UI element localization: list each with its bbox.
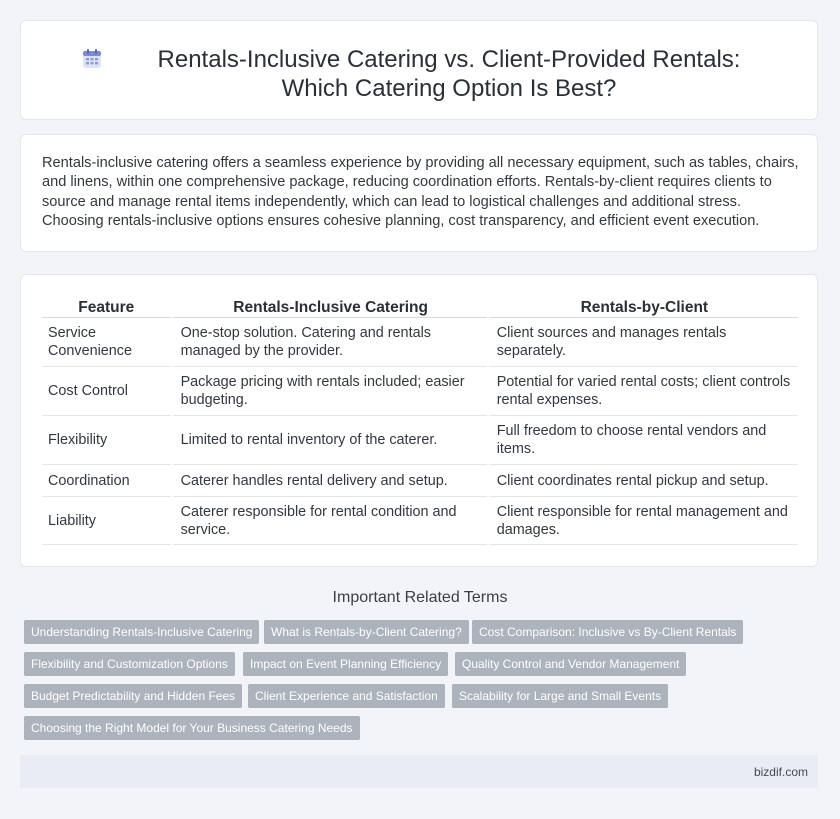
- comparison-table: [42, 298, 798, 545]
- table-row: [42, 367, 798, 416]
- related-term-tag[interactable]: Cost Comparison: Inclusive vs By-Client Rentals: [472, 620, 743, 644]
- footer-site-link[interactable]: bizdif.com: [753, 765, 808, 779]
- title-card: [20, 20, 818, 120]
- related-term-tag[interactable]: Flexibility and Customization Options: [24, 652, 235, 676]
- table-row: [42, 465, 798, 497]
- table-header-row: [42, 298, 798, 318]
- intro-card: [20, 134, 818, 252]
- related-term-tag[interactable]: Impact on Event Planning Efficiency: [243, 652, 448, 676]
- inclusive-cell: Package pricing with rentals included; easier budgeting.: [171, 367, 487, 416]
- related-term-tag[interactable]: What is Rentals-by-Client Catering?: [264, 620, 469, 644]
- related-term-tag[interactable]: Budget Predictability and Hidden Fees: [24, 684, 242, 708]
- table-row: [42, 497, 798, 545]
- by-client-cell: Full freedom to choose rental vendors and items.: [487, 416, 798, 465]
- related-term-tag[interactable]: Choosing the Right Model for Your Business Catering Needs: [24, 716, 360, 740]
- table-row: [42, 318, 798, 367]
- feature-cell: Cost Control: [42, 367, 171, 416]
- inclusive-cell: Limited to rental inventory of the caterer.: [171, 416, 487, 465]
- column-header-by-client: Rentals-by-Client: [487, 298, 798, 318]
- feature-cell: Coordination: [42, 465, 171, 497]
- inclusive-cell: Caterer responsible for rental condition and service.: [171, 497, 487, 545]
- feature-cell: Flexibility: [42, 416, 171, 465]
- column-header-feature: Feature: [42, 298, 171, 318]
- inclusive-cell: Caterer handles rental delivery and setup.: [171, 465, 487, 497]
- page-title: Rentals-Inclusive Catering vs. Client-Provided Rentals: Which Catering Option Is Best?: [157, 46, 741, 102]
- related-term-tag[interactable]: Scalability for Large and Small Events: [452, 684, 668, 708]
- by-client-cell: Client coordinates rental pickup and setup.: [487, 465, 798, 497]
- comparison-card: [20, 274, 818, 567]
- footer: [20, 755, 818, 788]
- column-header-inclusive: Rentals-Inclusive Catering: [171, 298, 487, 318]
- feature-cell: Service Convenience: [42, 318, 171, 367]
- table-row: [42, 416, 798, 465]
- calendar-icon: [81, 48, 103, 70]
- by-client-cell: Client sources and manages rentals separately.: [487, 318, 798, 367]
- related-term-tag[interactable]: Understanding Rentals-Inclusive Catering: [24, 620, 259, 644]
- feature-cell: Liability: [42, 497, 171, 545]
- related-term-tag[interactable]: Quality Control and Vendor Management: [455, 652, 686, 676]
- by-client-cell: Client responsible for rental management and damages.: [487, 497, 798, 545]
- by-client-cell: Potential for varied rental costs; client controls rental expenses.: [487, 367, 798, 416]
- intro-paragraph: Rentals-inclusive catering offers a seamless experience by providing all necessary equipment, such as tables, chairs, and linens, within one comprehensive package, reducing coordination efforts. Rentals-by-client requires clients to source and manage rental items independently, which can lead to logistical challenges and additional stress. Choosing rentals-inclusive options ensures cohesive planning, cost transparency, and efficient event execution.: [42, 155, 799, 230]
- inclusive-cell: One-stop solution. Catering and rentals managed by the provider.: [171, 318, 487, 367]
- related-terms-heading: Important Related Terms: [332, 589, 508, 606]
- related-term-tag[interactable]: Client Experience and Satisfaction: [248, 684, 445, 708]
